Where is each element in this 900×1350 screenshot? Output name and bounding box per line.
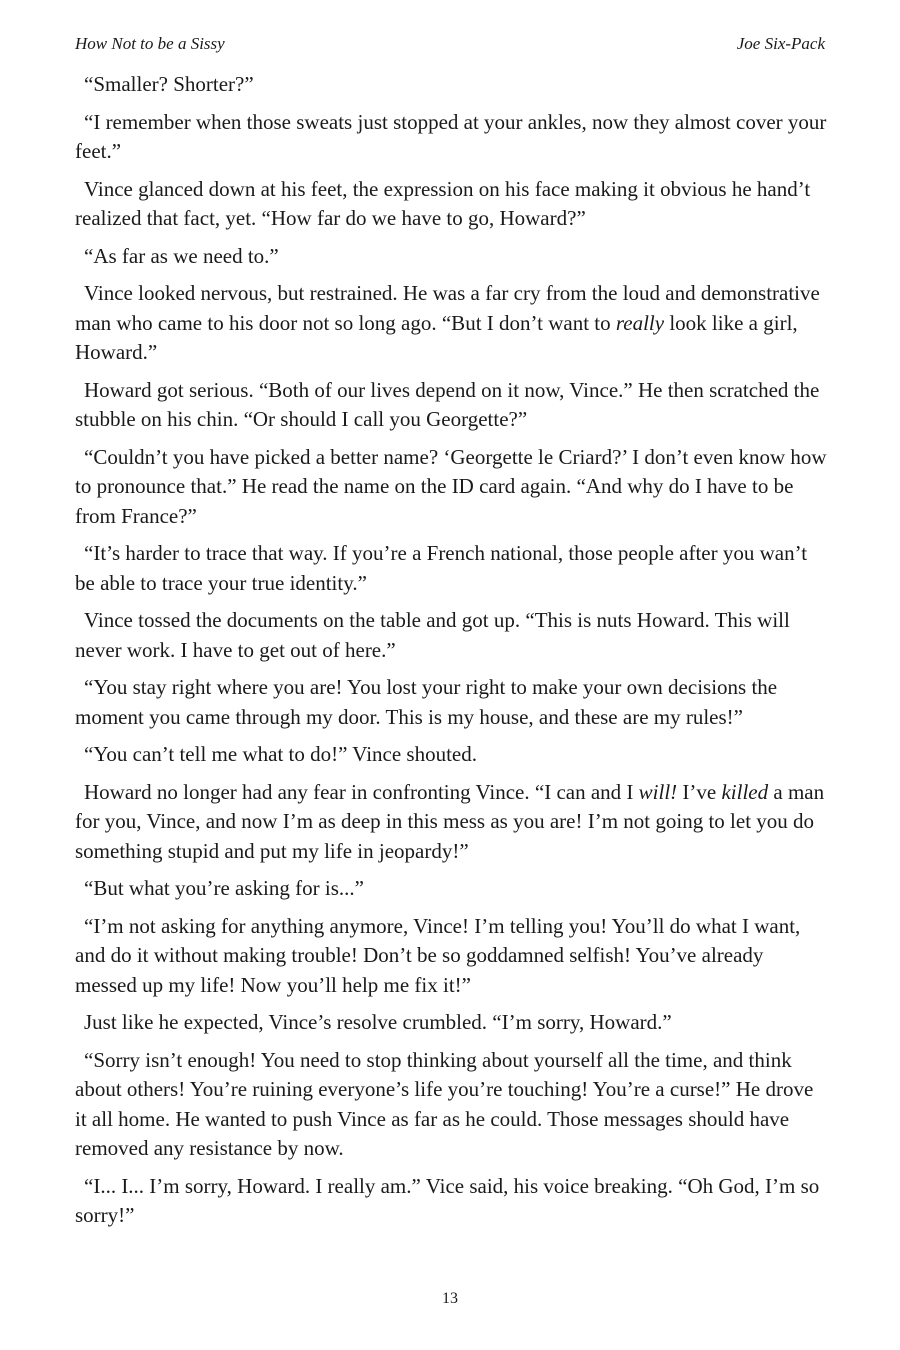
paragraph: [75, 1172, 827, 1231]
paragraph: [75, 279, 827, 368]
body-text: [75, 70, 827, 1239]
emphasis: killed: [721, 779, 769, 804]
paragraph: [75, 740, 827, 770]
paragraph: [75, 539, 827, 598]
paragraph: [75, 912, 827, 1001]
text-run: Vince glanced down at his feet, the expression on his face making it obvious he hand’t realized that fact, yet. “How far do we have to go, Howard?”: [75, 176, 811, 230]
paragraph: [75, 778, 827, 867]
text-run: “Smaller? Shorter?”: [84, 72, 254, 96]
text-run: “It’s harder to trace that way. If you’re a French national, those people after you wan’t be able to trace your true identity.”: [75, 541, 808, 595]
text-run: “You can’t tell me what to do!” Vince shouted.: [84, 742, 478, 766]
page-footer: [0, 1290, 900, 1308]
text-run: “I remember when those sweats just stopped at your ankles, now they almost cover your feet.”: [75, 109, 827, 163]
text-run: Howard got serious. “Both of our lives depend on it now, Vince.” He then scratched the stubble on his chin. “Or should I call you Georgette?”: [75, 377, 820, 431]
text-run: Vince looked nervous, but restrained. He was a far cry from the loud and demonstrative man who came to his door not so long ago. “But I don’t want to: [75, 281, 820, 335]
book-title: How Not to be a Sissy: [75, 34, 225, 53]
paragraph: [75, 175, 827, 234]
paragraph: [75, 242, 827, 272]
text-run: “As far as we need to.”: [84, 243, 279, 268]
text-run: “You stay right where you are! You lost your right to make your own decisions the moment you came through my door. This is my house, and these are my rules!”: [75, 675, 778, 729]
text-run: a man for you, Vince, and now I’m as deep in this mess as you are! I’m not going to let you do something stupid and put my life in jeopardy!”: [75, 779, 825, 863]
text-run: look like a girl, Howard.”: [75, 310, 798, 364]
paragraph: [75, 70, 827, 100]
paragraph: [75, 376, 827, 435]
paragraph: [75, 1008, 827, 1038]
emphasis: will!: [638, 779, 678, 804]
text-run: I’ve: [677, 779, 722, 804]
paragraph: [75, 874, 827, 904]
paragraph: [75, 606, 827, 665]
author-name: Joe Six-Pack: [736, 34, 825, 53]
text-run: Vince tossed the documents on the table and got up. “This is nuts Howard. This will never work. I have to get out of here.”: [75, 608, 790, 662]
page-number: 13: [442, 1290, 458, 1307]
paragraph: [75, 108, 827, 167]
text-run: “Couldn’t you have picked a better name? ‘Georgette le Criard?’ I don’t even know how to pronounce that.” He read the name on the ID card again. “And why do I have to be from France?”: [75, 444, 827, 528]
paragraph: [75, 673, 827, 732]
running-header: [75, 34, 825, 58]
paragraph: [75, 1046, 827, 1164]
text-run: “I’m not asking for anything anymore, Vince! I’m telling you! You’ll do what I want, and do it without making trouble! Don’t be so goddamned selfish! You’ve already messed up my life! Now you’ll help me fix it!”: [75, 913, 801, 997]
text-run: “I... I... I’m sorry, Howard. I really am.” Vice said, his voice breaking. “Oh God, I’m so sorry!”: [75, 1173, 820, 1227]
text-run: Howard no longer had any fear in confronting Vince. “I can and I: [84, 779, 639, 804]
text-run: “But what you’re asking for is...”: [84, 876, 364, 900]
emphasis: really: [615, 310, 665, 335]
text-run: “Sorry isn’t enough! You need to stop thinking about yourself all the time, and think about others! You’re ruining everyone’s life you’re touching! You’re a curse!” He drove it all home. He wanted to push Vince as far as he could. Those messages should have removed any resistance by now.: [75, 1047, 814, 1160]
text-run: Just like he expected, Vince’s resolve crumbled. “I’m sorry, Howard.”: [84, 1010, 672, 1034]
paragraph: [75, 443, 827, 532]
